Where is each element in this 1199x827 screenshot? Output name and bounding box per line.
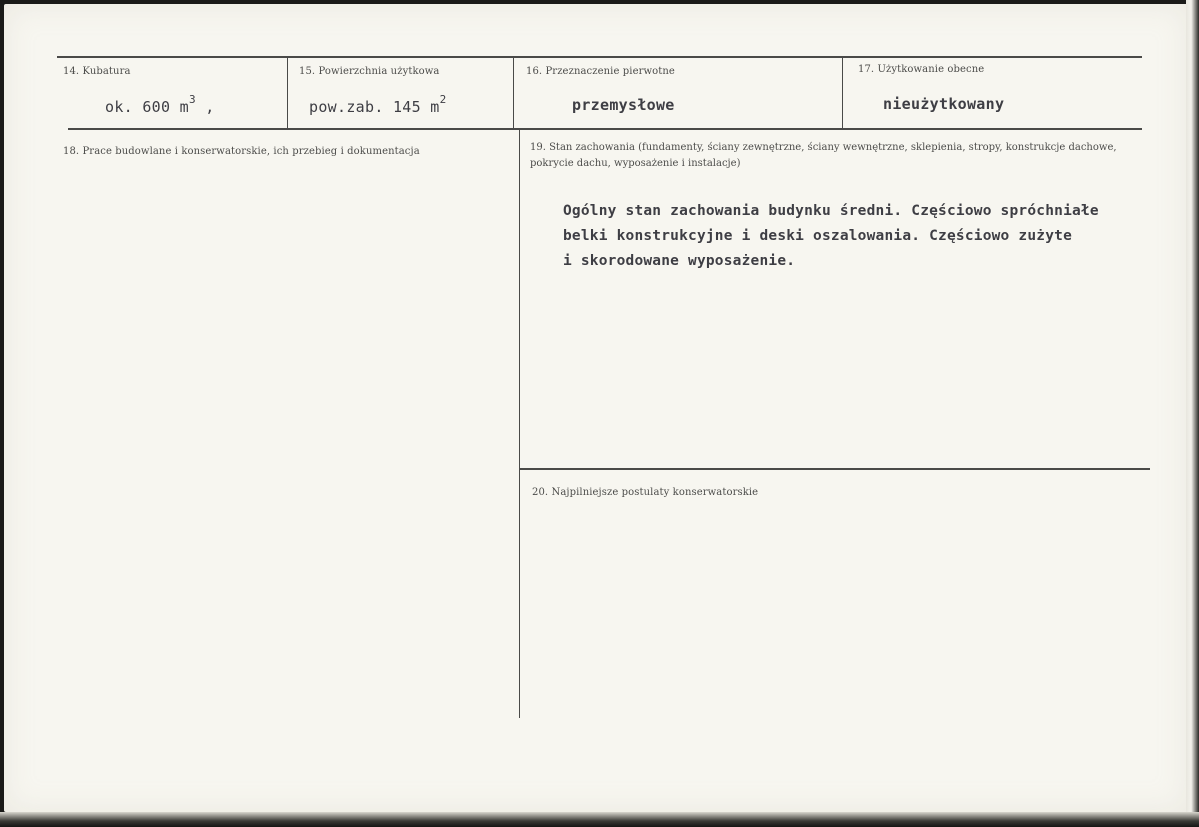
- field-15-label: 15. Powierzchnia użytkowa: [299, 66, 440, 77]
- field-19-line: belki konstrukcyjne i deski oszalowania. Częściowo zużyte: [563, 228, 1072, 244]
- field-14-unit-exponent: 3: [188, 93, 196, 106]
- field-15-number: pow.zab. 145 m: [309, 98, 440, 116]
- form-card: [4, 4, 1188, 812]
- field-17-label: 17. Użytkowanie obecne: [858, 64, 985, 75]
- section-rule-19-20: [520, 468, 1150, 470]
- divider-16-17: [842, 57, 843, 129]
- field-19-line: i skorodowane wyposażenie.: [563, 253, 796, 269]
- field-15-value: [309, 93, 447, 116]
- card-edge-right: [1186, 0, 1199, 827]
- field-15-unit-exponent: 2: [439, 93, 447, 106]
- field-16-label: 16. Przeznaczenie pierwotne: [526, 66, 675, 77]
- field-14-value: [105, 93, 215, 116]
- top-rule: [57, 56, 1142, 58]
- field-14-suffix: ,: [205, 98, 215, 116]
- field-19-text: [563, 199, 1099, 274]
- field-17-value: nieużytkowany: [883, 95, 1005, 113]
- field-19-label: 19. Stan zachowania (fundamenty, ściany zewnętrzne, ściany wewnętrzne, sklepienia, stropy, konstrukcje dachowe, pokrycie dachu, wyposażenie i instalacje): [530, 142, 1117, 169]
- field-20-label: 20. Najpilniejsze postulaty konserwatorskie: [532, 487, 759, 498]
- field-14-label: 14. Kubatura: [63, 66, 131, 77]
- field-18-label: 18. Prace budowlane i konserwatorskie, ich przebieg i dokumentacja: [63, 146, 420, 157]
- field-19-line: Ogólny stan zachowania budynku średni. Częściowo spróchniałe: [563, 203, 1099, 219]
- field-14-number: ok. 600 m: [105, 98, 189, 116]
- card-edge-bottom: [0, 812, 1199, 827]
- row-rule: [68, 128, 1142, 130]
- divider-15-16: [513, 57, 514, 129]
- field-16-value: przemysłowe: [572, 96, 675, 114]
- divider-14-15: [287, 57, 288, 129]
- divider-18-19: [519, 129, 520, 718]
